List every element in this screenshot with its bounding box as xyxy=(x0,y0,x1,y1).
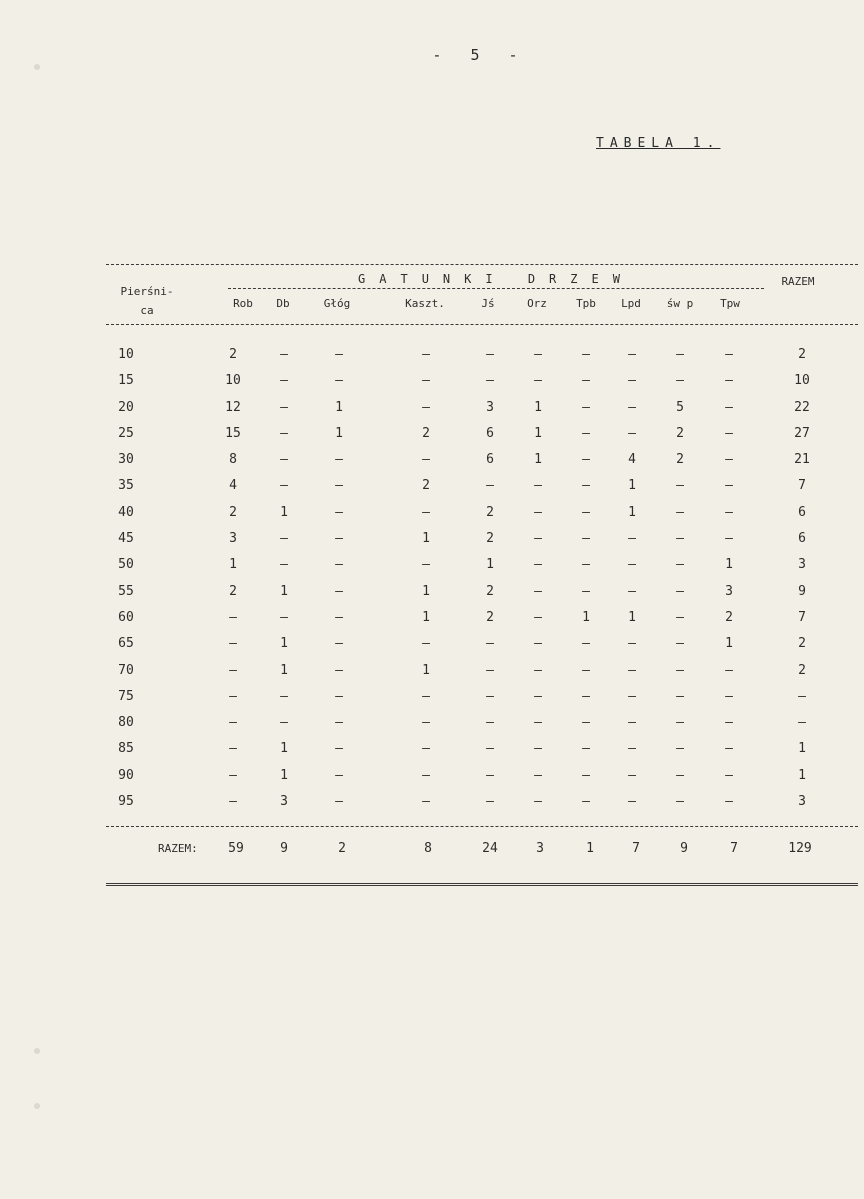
table-row xyxy=(0,603,864,629)
table-cell: – xyxy=(582,662,590,678)
table-cell: – xyxy=(335,504,343,520)
table-cell: – xyxy=(725,452,733,468)
table-cell: 1 xyxy=(422,662,430,678)
footer-cell: 59 xyxy=(228,841,244,856)
table-cell: – xyxy=(229,662,237,678)
table-cell: – xyxy=(335,662,343,678)
first-column-header-line: Pierśni- xyxy=(120,285,174,298)
table-cell: 5 xyxy=(676,399,684,415)
table-cell: – xyxy=(676,557,684,573)
page-number: - 5 - xyxy=(432,46,528,64)
table-cell: – xyxy=(534,347,542,362)
column-header: Tpw xyxy=(720,297,740,310)
table-cell: – xyxy=(422,767,430,783)
table-cell: – xyxy=(628,767,636,783)
table-cell: – xyxy=(582,715,590,731)
row-total-cell: 21 xyxy=(794,452,810,468)
table-cell: – xyxy=(422,347,430,362)
row-total-cell: 2 xyxy=(798,662,806,678)
table-cell: – xyxy=(725,504,733,520)
table-cell: – xyxy=(676,347,684,362)
table-cell: – xyxy=(335,557,343,573)
table-row xyxy=(0,471,864,497)
table-cell: – xyxy=(725,347,733,362)
footer-total: 129 xyxy=(788,841,812,856)
table-cell: – xyxy=(628,425,636,441)
table-cell: – xyxy=(335,767,343,783)
row-total-cell: – xyxy=(798,688,806,704)
table-cell: 2 xyxy=(676,425,684,441)
table-cell: – xyxy=(534,767,542,783)
group-header-rule xyxy=(228,288,764,289)
table-cell: 1 xyxy=(280,583,288,599)
table-cell: 3 xyxy=(280,794,288,810)
table-cell: – xyxy=(486,767,494,783)
table-cell: – xyxy=(280,557,288,573)
table-cell: – xyxy=(486,347,494,362)
row-total-cell: 22 xyxy=(794,399,810,415)
column-header: Rob xyxy=(233,297,253,310)
row-key-cell: 60 xyxy=(118,609,134,625)
table-cell: – xyxy=(582,794,590,810)
group-header: GATUNKI DRZEW xyxy=(358,272,634,286)
row-key-cell: 30 xyxy=(118,452,134,468)
body-bottom-rule xyxy=(106,826,858,827)
table-cell: – xyxy=(628,531,636,547)
table-row xyxy=(0,708,864,734)
table-cell: 1 xyxy=(422,531,430,547)
table-cell: – xyxy=(335,794,343,810)
table-cell: – xyxy=(534,373,542,389)
row-key-cell: 65 xyxy=(118,636,134,652)
table-cell: – xyxy=(229,794,237,810)
table-cell: – xyxy=(582,583,590,599)
table-cell: – xyxy=(229,636,237,652)
table-cell: – xyxy=(725,478,733,494)
table-cell: – xyxy=(582,373,590,389)
table-cell: – xyxy=(486,715,494,731)
column-header: Jś xyxy=(481,297,495,310)
table-row xyxy=(0,340,864,366)
row-key-cell: 50 xyxy=(118,557,134,573)
footer-cell: 9 xyxy=(680,841,688,856)
table-cell: – xyxy=(335,715,343,731)
table-cell: – xyxy=(534,688,542,704)
header-bottom-rule xyxy=(106,324,858,325)
column-header: Orz xyxy=(527,297,547,310)
punch-hole-mark xyxy=(34,1048,40,1054)
row-total-cell: 1 xyxy=(798,741,806,757)
table-cell: – xyxy=(725,794,733,810)
footer-cell: 9 xyxy=(280,841,288,856)
table-cell: 2 xyxy=(486,609,494,625)
table-cell: – xyxy=(486,636,494,652)
table-cell: – xyxy=(534,583,542,599)
footer-cell: 7 xyxy=(632,841,640,856)
table-cell: 2 xyxy=(229,504,237,520)
table-cell: – xyxy=(422,504,430,520)
table-cell: – xyxy=(676,688,684,704)
table-cell: – xyxy=(582,478,590,494)
table-cell: 1 xyxy=(280,741,288,757)
row-key-cell: 55 xyxy=(118,583,134,599)
punch-hole-mark xyxy=(34,64,40,70)
table-cell: – xyxy=(628,583,636,599)
row-key-cell: 80 xyxy=(118,715,134,731)
row-total-cell: 27 xyxy=(794,425,810,441)
table-cell: – xyxy=(534,662,542,678)
table-cell: – xyxy=(676,636,684,652)
table-cell: – xyxy=(486,741,494,757)
table-row xyxy=(0,761,864,787)
table-row xyxy=(0,550,864,576)
table-cell: – xyxy=(229,741,237,757)
table-cell: 1 xyxy=(229,557,237,573)
table-cell: – xyxy=(725,531,733,547)
table-row xyxy=(0,419,864,445)
table-row xyxy=(0,366,864,392)
table-cell: 1 xyxy=(280,504,288,520)
first-column-header xyxy=(114,282,180,320)
row-key-cell: 35 xyxy=(118,478,134,494)
table-title: TABELA 1. xyxy=(596,136,721,151)
row-key-cell: 70 xyxy=(118,662,134,678)
table-cell: 2 xyxy=(229,583,237,599)
column-header: Tpb xyxy=(576,297,596,310)
table-cell: 3 xyxy=(229,531,237,547)
table-cell: – xyxy=(280,452,288,468)
table-cell: 15 xyxy=(225,425,241,441)
table-cell: – xyxy=(335,583,343,599)
table-cell: 1 xyxy=(280,767,288,783)
footer-cell: 24 xyxy=(482,841,498,856)
table-cell: – xyxy=(280,373,288,389)
table-cell: – xyxy=(676,478,684,494)
table-cell: – xyxy=(229,767,237,783)
row-key-cell: 40 xyxy=(118,504,134,520)
table-cell: – xyxy=(422,688,430,704)
table-cell: – xyxy=(486,662,494,678)
row-total-cell: 3 xyxy=(798,794,806,810)
table-cell: 1 xyxy=(422,609,430,625)
table-cell: – xyxy=(280,478,288,494)
table-cell: – xyxy=(534,741,542,757)
table-cell: – xyxy=(534,715,542,731)
table-cell: – xyxy=(725,425,733,441)
table-cell: – xyxy=(280,425,288,441)
table-cell: – xyxy=(280,531,288,547)
table-cell: 3 xyxy=(725,583,733,599)
table-cell: 10 xyxy=(225,373,241,389)
table-row xyxy=(0,656,864,682)
row-total-cell: 2 xyxy=(798,636,806,652)
table-cell: – xyxy=(280,347,288,362)
table-cell: – xyxy=(335,531,343,547)
footer-cell: 1 xyxy=(586,841,594,856)
table-end-rule xyxy=(106,883,858,886)
column-header: Db xyxy=(276,297,290,310)
table-cell: – xyxy=(335,478,343,494)
table-cell: – xyxy=(335,373,343,389)
table-cell: – xyxy=(534,557,542,573)
table-cell: – xyxy=(422,399,430,415)
column-header: św p xyxy=(666,297,694,310)
table-cell: – xyxy=(725,373,733,389)
table-cell: – xyxy=(628,636,636,652)
footer-cell: 7 xyxy=(730,841,738,856)
column-header: Głóg xyxy=(323,297,351,310)
table-cell: 2 xyxy=(486,531,494,547)
row-key-cell: 10 xyxy=(118,347,134,362)
table-cell: – xyxy=(335,688,343,704)
table-cell: – xyxy=(725,688,733,704)
table-cell: – xyxy=(280,688,288,704)
table-cell: – xyxy=(422,794,430,810)
table-cell: – xyxy=(335,609,343,625)
row-key-cell: 75 xyxy=(118,688,134,704)
row-key-cell: 25 xyxy=(118,425,134,441)
footer-label: RAZEM: xyxy=(158,842,198,855)
table-cell: – xyxy=(534,636,542,652)
total-column-header: RAZEM xyxy=(781,275,815,288)
first-column-header-line: ca xyxy=(140,304,154,317)
table-cell: 1 xyxy=(534,399,542,415)
table-row xyxy=(0,734,864,760)
table-cell: – xyxy=(335,636,343,652)
table-cell: – xyxy=(280,715,288,731)
table-row xyxy=(0,393,864,419)
table-cell: – xyxy=(676,583,684,599)
table-cell: – xyxy=(628,662,636,678)
table-cell: – xyxy=(534,531,542,547)
table-cell: – xyxy=(628,688,636,704)
table-cell: – xyxy=(676,741,684,757)
table-cell: 1 xyxy=(486,557,494,573)
table-cell: – xyxy=(422,373,430,389)
row-key-cell: 15 xyxy=(118,373,134,389)
row-total-cell: 7 xyxy=(798,478,806,494)
table-cell: – xyxy=(486,794,494,810)
table-cell: – xyxy=(676,373,684,389)
footer-cell: 2 xyxy=(338,841,346,856)
footer-cell: 8 xyxy=(424,841,432,856)
table-cell: – xyxy=(725,399,733,415)
table-cell: 1 xyxy=(280,636,288,652)
table-body xyxy=(0,340,864,813)
table-cell: – xyxy=(725,767,733,783)
table-cell: – xyxy=(582,399,590,415)
table-cell: – xyxy=(582,425,590,441)
table-cell: 1 xyxy=(725,557,733,573)
column-header: Kaszt. xyxy=(405,297,445,310)
table-cell: – xyxy=(628,347,636,362)
table-cell: – xyxy=(280,399,288,415)
table-row xyxy=(0,498,864,524)
table-cell: – xyxy=(725,741,733,757)
table-cell: – xyxy=(534,609,542,625)
table-cell: – xyxy=(582,557,590,573)
table-cell: 2 xyxy=(486,504,494,520)
table-cell: – xyxy=(422,636,430,652)
table-cell: 1 xyxy=(628,504,636,520)
table-cell: – xyxy=(676,504,684,520)
table-cell: – xyxy=(628,557,636,573)
table-row xyxy=(0,629,864,655)
table-cell: – xyxy=(335,347,343,362)
table-cell: 3 xyxy=(486,399,494,415)
table-cell: 12 xyxy=(225,399,241,415)
table-cell: 1 xyxy=(422,583,430,599)
table-cell: – xyxy=(676,609,684,625)
table-cell: – xyxy=(582,531,590,547)
table-cell: – xyxy=(676,662,684,678)
table-cell: – xyxy=(725,715,733,731)
row-total-cell: 9 xyxy=(798,583,806,599)
table-cell: 1 xyxy=(628,478,636,494)
table-row xyxy=(0,524,864,550)
footer-cell: 3 xyxy=(536,841,544,856)
table-cell: 2 xyxy=(725,609,733,625)
table-cell: – xyxy=(422,741,430,757)
table-cell: – xyxy=(676,715,684,731)
table-cell: 2 xyxy=(422,425,430,441)
table-cell: – xyxy=(676,767,684,783)
table-cell: 6 xyxy=(486,452,494,468)
table-cell: 1 xyxy=(335,425,343,441)
table-cell: – xyxy=(582,504,590,520)
row-total-cell: – xyxy=(798,715,806,731)
row-total-cell: 1 xyxy=(798,767,806,783)
table-cell: – xyxy=(422,715,430,731)
table-cell: – xyxy=(582,688,590,704)
table-cell: – xyxy=(725,662,733,678)
table-cell: – xyxy=(335,741,343,757)
table-cell: 2 xyxy=(229,347,237,362)
table-footer-row xyxy=(0,842,864,862)
table-cell: 2 xyxy=(422,478,430,494)
row-key-cell: 85 xyxy=(118,741,134,757)
table-cell: – xyxy=(582,741,590,757)
table-cell: – xyxy=(422,557,430,573)
table-cell: 1 xyxy=(280,662,288,678)
table-cell: – xyxy=(582,767,590,783)
row-total-cell: 7 xyxy=(798,609,806,625)
table-cell: – xyxy=(628,794,636,810)
table-cell: – xyxy=(229,688,237,704)
table-cell: – xyxy=(582,636,590,652)
table-row xyxy=(0,445,864,471)
table-cell: – xyxy=(628,399,636,415)
table-cell: 6 xyxy=(486,425,494,441)
table-cell: 1 xyxy=(335,399,343,415)
table-cell: 1 xyxy=(534,452,542,468)
table-cell: – xyxy=(676,531,684,547)
table-cell: – xyxy=(534,504,542,520)
table-cell: – xyxy=(486,478,494,494)
table-cell: 1 xyxy=(582,609,590,625)
punch-hole-mark xyxy=(34,1103,40,1109)
table-cell: 2 xyxy=(676,452,684,468)
table-cell: – xyxy=(422,452,430,468)
row-total-cell: 10 xyxy=(794,373,810,389)
table-cell: 4 xyxy=(628,452,636,468)
table-cell: – xyxy=(229,715,237,731)
table-top-rule xyxy=(106,264,858,265)
table-cell: 1 xyxy=(725,636,733,652)
table-cell: – xyxy=(582,452,590,468)
column-header: Lpd xyxy=(621,297,641,310)
table-cell: – xyxy=(486,688,494,704)
row-key-cell: 20 xyxy=(118,399,134,415)
row-total-cell: 6 xyxy=(798,531,806,547)
table-cell: – xyxy=(280,609,288,625)
table-cell: 1 xyxy=(534,425,542,441)
table-cell: – xyxy=(486,373,494,389)
table-cell: – xyxy=(628,741,636,757)
table-cell: – xyxy=(582,347,590,362)
table-cell: – xyxy=(534,478,542,494)
table-row xyxy=(0,682,864,708)
table-cell: – xyxy=(676,794,684,810)
table-cell: 1 xyxy=(628,609,636,625)
row-total-cell: 2 xyxy=(798,347,806,362)
row-key-cell: 95 xyxy=(118,794,134,810)
table-cell: 4 xyxy=(229,478,237,494)
table-cell: – xyxy=(628,373,636,389)
table-cell: – xyxy=(534,794,542,810)
table-row xyxy=(0,577,864,603)
row-key-cell: 90 xyxy=(118,767,134,783)
table-cell: 2 xyxy=(486,583,494,599)
table-cell: 8 xyxy=(229,452,237,468)
row-total-cell: 3 xyxy=(798,557,806,573)
table-cell: – xyxy=(229,609,237,625)
row-total-cell: 6 xyxy=(798,504,806,520)
table-cell: – xyxy=(628,715,636,731)
row-key-cell: 45 xyxy=(118,531,134,547)
table-row xyxy=(0,787,864,813)
table-cell: – xyxy=(335,452,343,468)
